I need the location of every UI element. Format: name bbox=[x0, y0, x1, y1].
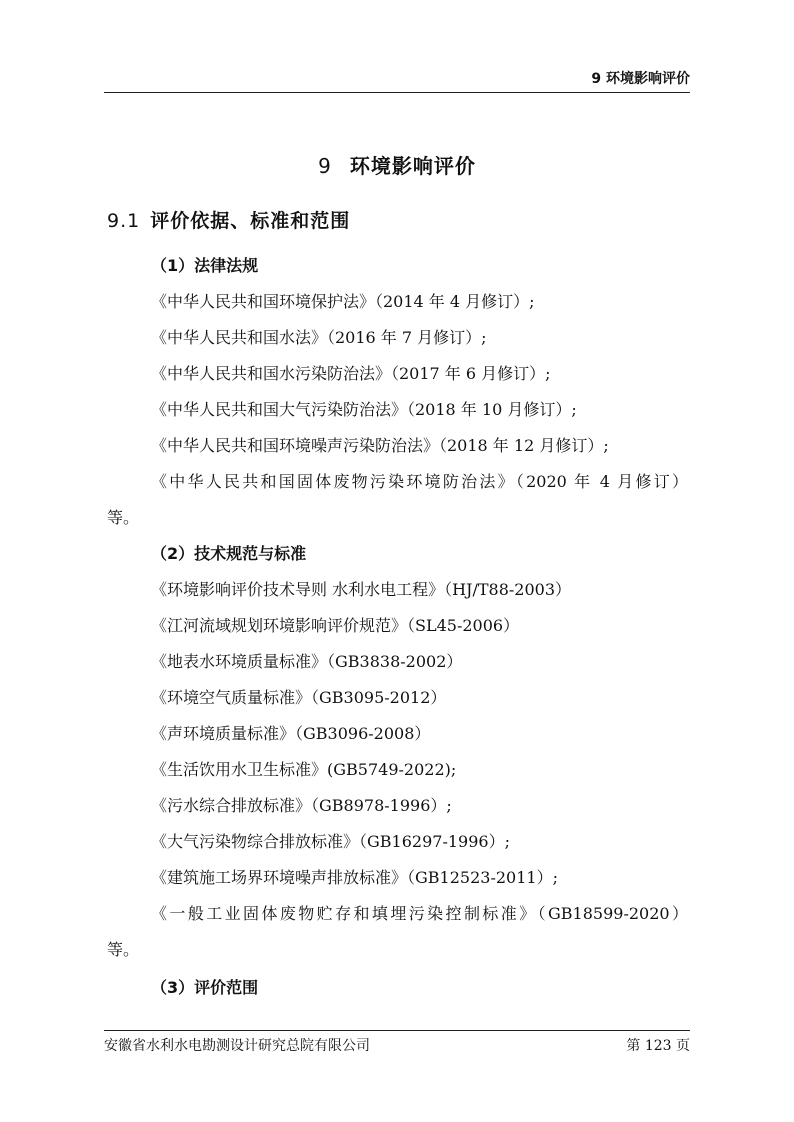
law-item: 《中华人民共和国大气污染防治法》（2018 年 10 月修订）; bbox=[151, 400, 577, 419]
laws-heading: （1）法律法规 bbox=[151, 256, 259, 275]
standard-item: 《污水综合排放标准》（GB8978-1996）; bbox=[151, 796, 452, 815]
standard-item: 《声环境质量标准》（GB3096-2008） bbox=[151, 724, 431, 743]
law-item: 《中华人民共和国水法》（2016 年 7 月修订）; bbox=[151, 328, 487, 347]
page-number: 第 123 页 bbox=[626, 1038, 690, 1054]
chapter-title-text: 环境影响评价 bbox=[349, 154, 476, 178]
chapter-title bbox=[0, 150, 794, 179]
section-title bbox=[107, 206, 350, 233]
standard-item: 《环境影响评价技术导则 水利水电工程》（HJ/T88-2003） bbox=[151, 580, 572, 599]
running-title: 9 环境影响评价 bbox=[591, 71, 690, 87]
laws-tail: 等。 bbox=[107, 508, 140, 527]
footer-organization: 安徽省水利水电勘测设计研究总院有限公司 bbox=[104, 1038, 370, 1054]
law-item: 《中华人民共和国环境噪声污染防治法》（2018 年 12 月修订）; bbox=[151, 436, 609, 455]
page-footer bbox=[104, 1030, 690, 1054]
standards-heading: （2）技术规范与标准 bbox=[151, 544, 307, 563]
standards-tail: 等。 bbox=[107, 940, 140, 959]
chapter-number: 9 bbox=[318, 154, 332, 178]
running-header bbox=[104, 66, 690, 93]
standard-item: 《生活饮用水卫生标准》(GB5749-2022); bbox=[151, 760, 457, 779]
law-item: 《中华人民共和国环境保护法》（2014 年 4 月修订）; bbox=[151, 292, 535, 311]
standard-item: 《地表水环境质量标准》（GB3838-2002） bbox=[151, 652, 463, 671]
standard-item: 《环境空气质量标准》（GB3095-2012） bbox=[151, 688, 447, 707]
section-number: 9.1 bbox=[107, 210, 141, 232]
law-item: 《中华人民共和国固体废物污染环境防治法》（2020 年 4 月修订） bbox=[151, 472, 688, 491]
standard-item: 《一般工业固体废物贮存和填埋污染控制标准》（GB18599-2020） bbox=[151, 904, 688, 923]
scope-heading: （3）评价范围 bbox=[151, 978, 259, 997]
standard-item: 《江河流域规划环境影响评价规范》（SL45-2006） bbox=[151, 616, 520, 635]
standard-item: 《大气污染物综合排放标准》（GB16297-1996）; bbox=[151, 832, 510, 851]
section-title-text: 评价依据、标准和范围 bbox=[150, 210, 351, 232]
law-item: 《中华人民共和国水污染防治法》（2017 年 6 月修订）; bbox=[151, 364, 551, 383]
standard-item: 《建筑施工场界环境噪声排放标准》（GB12523-2011）; bbox=[151, 868, 558, 887]
